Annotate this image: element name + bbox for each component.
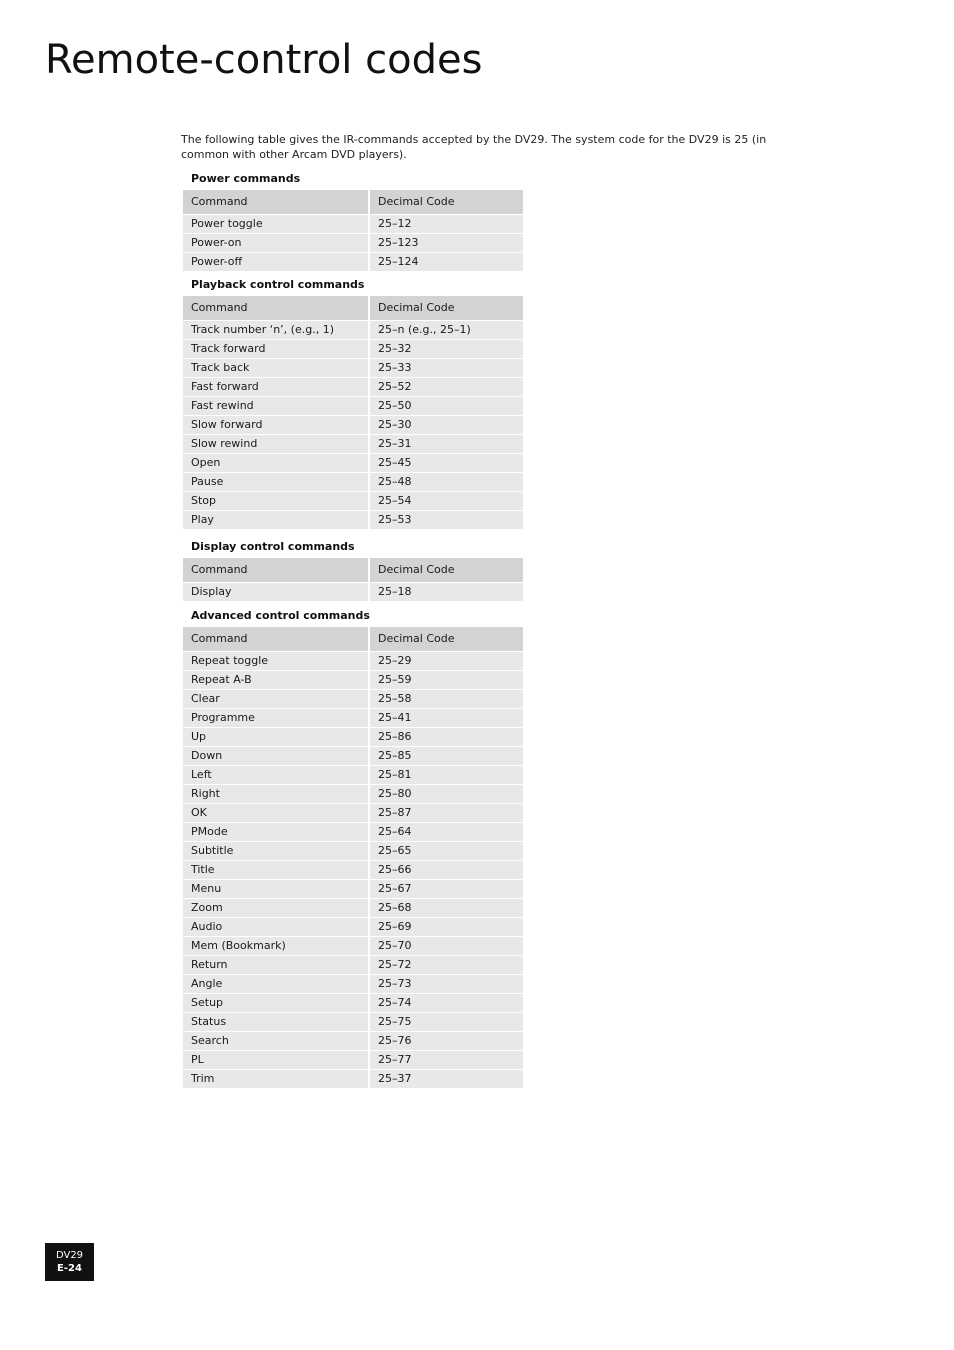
command-name: Subtitle xyxy=(183,842,369,861)
decimal-code: 25–68 xyxy=(369,899,523,918)
decimal-code: 25–54 xyxy=(369,492,523,511)
command-name: Down xyxy=(183,747,369,766)
decimal-code: 25–75 xyxy=(369,1013,523,1032)
header-decimal-code: Decimal Code xyxy=(369,627,523,652)
table-row xyxy=(183,709,523,728)
table-row xyxy=(183,747,523,766)
decimal-code: 25–52 xyxy=(369,378,523,397)
intro-paragraph: The following table gives the IR-commands accepted by the DV29. The system code for the DV29 is 25 (in common with other Arcam DVD players). xyxy=(181,133,767,161)
decimal-code: 25–53 xyxy=(369,511,523,530)
decimal-code: 25–85 xyxy=(369,747,523,766)
command-name: Programme xyxy=(183,709,369,728)
decimal-code: 25–29 xyxy=(369,652,523,671)
table-row xyxy=(183,956,523,975)
command-name: Pause xyxy=(183,473,369,492)
command-table xyxy=(183,190,523,272)
decimal-code: 25–66 xyxy=(369,861,523,880)
table-row xyxy=(183,340,523,359)
command-name: Clear xyxy=(183,690,369,709)
decimal-code: 25–70 xyxy=(369,937,523,956)
table-row xyxy=(183,880,523,899)
decimal-code: 25–123 xyxy=(369,234,523,253)
section-title: Power commands xyxy=(191,172,301,185)
table-row xyxy=(183,253,523,272)
command-section xyxy=(183,608,523,1089)
command-table xyxy=(183,558,523,602)
decimal-code: 25–81 xyxy=(369,766,523,785)
table-row xyxy=(183,1013,523,1032)
decimal-code: 25–59 xyxy=(369,671,523,690)
command-section xyxy=(183,171,523,272)
command-name: Open xyxy=(183,454,369,473)
command-name: Setup xyxy=(183,994,369,1013)
command-name: Track number ‘n’, (e.g., 1) xyxy=(183,321,369,340)
table-row xyxy=(183,435,523,454)
decimal-code: 25–37 xyxy=(369,1070,523,1089)
command-name: Mem (Bookmark) xyxy=(183,937,369,956)
decimal-code: 25–86 xyxy=(369,728,523,747)
table-row xyxy=(183,1051,523,1070)
page-title: Remote-control codes xyxy=(45,37,483,83)
table-row xyxy=(183,511,523,530)
table-row xyxy=(183,861,523,880)
table-row xyxy=(183,1032,523,1051)
table-row xyxy=(183,899,523,918)
command-name: Power-on xyxy=(183,234,369,253)
section-title: Advanced control commands xyxy=(191,609,370,622)
footer-page-number: E-24 xyxy=(57,1263,82,1274)
command-name: Stop xyxy=(183,492,369,511)
table-header-row xyxy=(183,627,523,652)
table-row xyxy=(183,652,523,671)
command-name: Status xyxy=(183,1013,369,1032)
section-title: Display control commands xyxy=(191,540,355,553)
command-name: Title xyxy=(183,861,369,880)
table-row xyxy=(183,766,523,785)
decimal-code: 25–18 xyxy=(369,583,523,602)
table-row xyxy=(183,473,523,492)
decimal-code: 25–41 xyxy=(369,709,523,728)
header-command: Command xyxy=(183,558,369,583)
decimal-code: 25–73 xyxy=(369,975,523,994)
command-name: Power toggle xyxy=(183,215,369,234)
command-name: Left xyxy=(183,766,369,785)
command-name: Right xyxy=(183,785,369,804)
command-name: Return xyxy=(183,956,369,975)
header-command: Command xyxy=(183,190,369,215)
decimal-code: 25–64 xyxy=(369,823,523,842)
table-header-row xyxy=(183,190,523,215)
command-name: Search xyxy=(183,1032,369,1051)
table-row xyxy=(183,492,523,511)
table-row xyxy=(183,397,523,416)
table-row xyxy=(183,804,523,823)
decimal-code: 25–77 xyxy=(369,1051,523,1070)
decimal-code: 25–69 xyxy=(369,918,523,937)
command-name: Repeat A-B xyxy=(183,671,369,690)
decimal-code: 25–31 xyxy=(369,435,523,454)
header-command: Command xyxy=(183,627,369,652)
table-row xyxy=(183,975,523,994)
command-name: OK xyxy=(183,804,369,823)
table-row xyxy=(183,359,523,378)
table-row xyxy=(183,728,523,747)
command-name: Repeat toggle xyxy=(183,652,369,671)
command-name: Up xyxy=(183,728,369,747)
decimal-code: 25–45 xyxy=(369,454,523,473)
header-decimal-code: Decimal Code xyxy=(369,190,523,215)
command-name: Audio xyxy=(183,918,369,937)
decimal-code: 25–33 xyxy=(369,359,523,378)
command-name: Display xyxy=(183,583,369,602)
section-title: Playback control commands xyxy=(191,278,365,291)
table-row xyxy=(183,454,523,473)
command-section xyxy=(183,277,523,530)
command-name: Angle xyxy=(183,975,369,994)
decimal-code: 25–72 xyxy=(369,956,523,975)
decimal-code: 25–32 xyxy=(369,340,523,359)
table-row xyxy=(183,234,523,253)
decimal-code: 25–67 xyxy=(369,880,523,899)
header-command: Command xyxy=(183,296,369,321)
command-section xyxy=(183,539,523,602)
command-name: Trim xyxy=(183,1070,369,1089)
command-name: Track forward xyxy=(183,340,369,359)
table-row xyxy=(183,918,523,937)
decimal-code: 25–n (e.g., 25–1) xyxy=(369,321,523,340)
command-name: Fast rewind xyxy=(183,397,369,416)
table-row xyxy=(183,785,523,804)
header-decimal-code: Decimal Code xyxy=(369,558,523,583)
decimal-code: 25–58 xyxy=(369,690,523,709)
decimal-code: 25–124 xyxy=(369,253,523,272)
table-row xyxy=(183,842,523,861)
decimal-code: 25–30 xyxy=(369,416,523,435)
command-name: Menu xyxy=(183,880,369,899)
footer-model: DV29 xyxy=(55,1250,84,1261)
decimal-code: 25–87 xyxy=(369,804,523,823)
table-header-row xyxy=(183,558,523,583)
decimal-code: 25–76 xyxy=(369,1032,523,1051)
table-row xyxy=(183,583,523,602)
table-row xyxy=(183,378,523,397)
command-name: Slow rewind xyxy=(183,435,369,454)
command-name: PL xyxy=(183,1051,369,1070)
decimal-code: 25–80 xyxy=(369,785,523,804)
command-name: Fast forward xyxy=(183,378,369,397)
table-row xyxy=(183,937,523,956)
decimal-code: 25–65 xyxy=(369,842,523,861)
decimal-code: 25–48 xyxy=(369,473,523,492)
table-row xyxy=(183,994,523,1013)
header-decimal-code: Decimal Code xyxy=(369,296,523,321)
table-row xyxy=(183,321,523,340)
command-name: Slow forward xyxy=(183,416,369,435)
table-row xyxy=(183,671,523,690)
table-row xyxy=(183,1070,523,1089)
command-name: Play xyxy=(183,511,369,530)
command-table xyxy=(183,627,523,1089)
command-name: Power-off xyxy=(183,253,369,272)
decimal-code: 25–74 xyxy=(369,994,523,1013)
table-row xyxy=(183,215,523,234)
table-row xyxy=(183,416,523,435)
page-footer-badge xyxy=(45,1243,94,1281)
command-name: Track back xyxy=(183,359,369,378)
table-header-row xyxy=(183,296,523,321)
table-row xyxy=(183,690,523,709)
command-name: Zoom xyxy=(183,899,369,918)
decimal-code: 25–50 xyxy=(369,397,523,416)
table-row xyxy=(183,823,523,842)
command-table xyxy=(183,296,523,530)
decimal-code: 25–12 xyxy=(369,215,523,234)
command-name: PMode xyxy=(183,823,369,842)
